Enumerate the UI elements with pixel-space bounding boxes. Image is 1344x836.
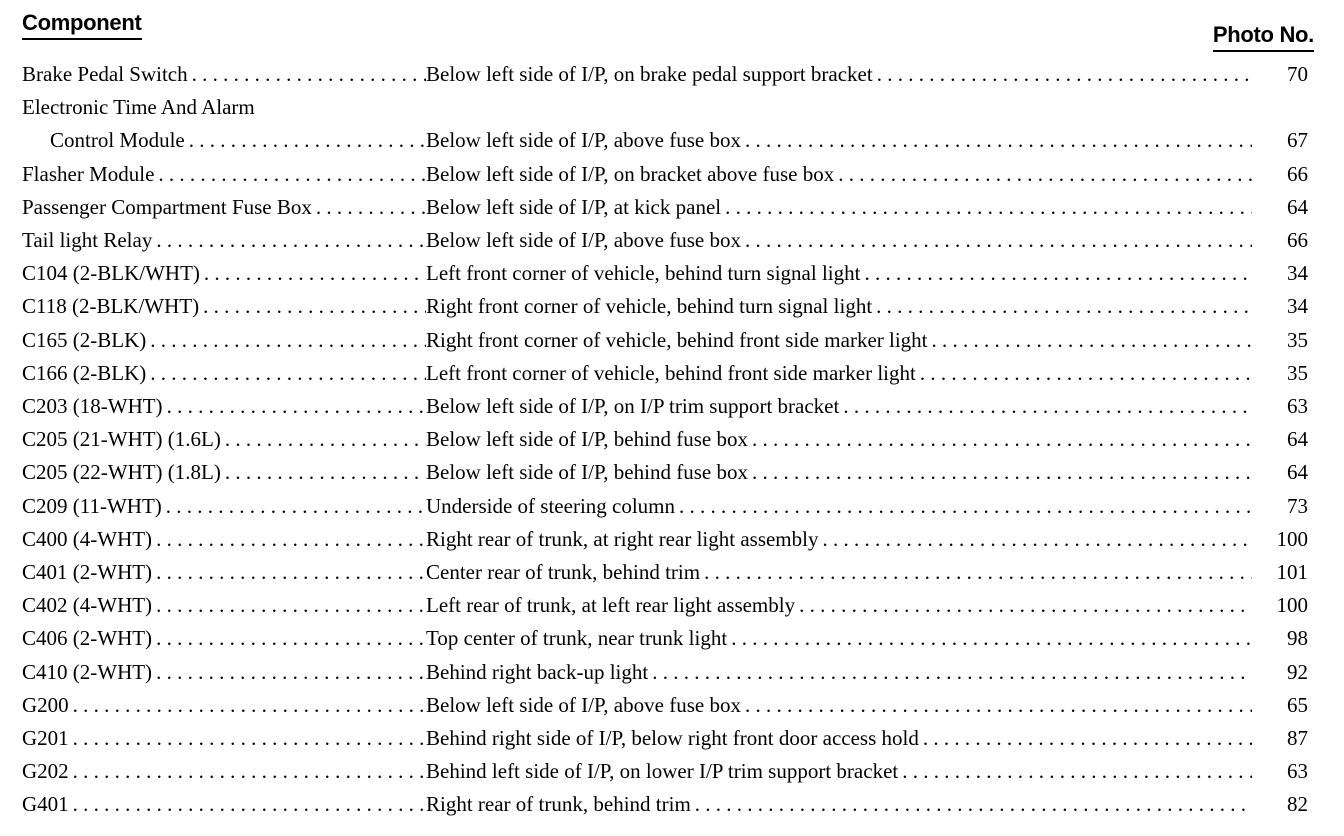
photo-number: 100 [1252,589,1308,622]
component-name: Electronic Time And Alarm [22,95,259,119]
location-cell [426,290,1282,323]
table-row [0,490,1344,523]
component-cell [22,290,427,323]
location-cell [426,257,1282,290]
location-cell [426,622,1282,655]
photo-number: 66 [1252,224,1308,257]
location-text: Center rear of trunk, behind trim [426,560,704,584]
photo-number: 92 [1252,656,1308,689]
photo-number: 87 [1252,722,1308,755]
component-cell [22,755,427,788]
table-row [0,722,1344,755]
component-name: C205 (21-WHT) (1.6L) [22,427,225,451]
location-cell [426,556,1282,589]
table-row [0,124,1344,157]
location-text: Top center of trunk, near trunk light [426,626,731,650]
table-row [0,91,1344,124]
location-cell [426,423,1282,456]
location-text: Right front corner of vehicle, behind turn signal light [426,294,876,318]
table-row [0,656,1344,689]
location-cell [426,124,1282,157]
component-name: C205 (22-WHT) (1.8L) [22,460,225,484]
location-text: Left rear of trunk, at left rear light assembly [426,593,799,617]
component-cell [22,390,427,423]
component-name: G202 [22,759,73,783]
photo-number: 64 [1252,423,1308,456]
table-row [0,523,1344,556]
component-cell [22,556,427,589]
location-text: Below left side of I/P, above fuse box [426,228,745,252]
location-cell [426,58,1282,91]
table-row [0,788,1344,821]
component-name: G401 [22,792,73,816]
table-row [0,689,1344,722]
location-cell [426,523,1282,556]
table-row [0,58,1344,91]
location-text: Left front corner of vehicle, behind turn signal light [426,261,864,285]
component-name: Flasher Module [22,162,158,186]
location-text: Right rear of trunk, behind trim [426,792,695,816]
photo-number: 35 [1252,324,1308,357]
table-row [0,324,1344,357]
table-row [0,357,1344,390]
table-row [0,224,1344,257]
location-cell [426,689,1282,722]
location-text: Below left side of I/P, behind fuse box [426,460,752,484]
location-cell [426,191,1282,224]
table-row [0,257,1344,290]
component-name: G200 [22,693,73,717]
location-cell [426,324,1282,357]
component-name: Control Module [50,128,189,152]
component-cell [22,257,427,290]
component-name: G201 [22,726,73,750]
location-text: Below left side of I/P, above fuse box [426,128,745,152]
component-name: C400 (4-WHT) [22,527,156,551]
component-name: C203 (18-WHT) [22,394,167,418]
photo-number: 100 [1252,523,1308,556]
photo-number-column-header: Photo No. [1213,22,1314,52]
location-cell [426,390,1282,423]
component-cell [22,423,427,456]
location-cell [426,722,1282,755]
component-name: C209 (11-WHT) [22,494,166,518]
table-row [0,755,1344,788]
photo-number: 70 [1252,58,1308,91]
photo-number: 67 [1252,124,1308,157]
location-cell [426,224,1282,257]
location-text: Right front corner of vehicle, behind front side marker light [426,328,932,352]
component-cell [22,722,427,755]
location-cell [426,788,1282,821]
component-cell [22,589,427,622]
component-name: Passenger Compartment Fuse Box [22,195,316,219]
table-row [0,622,1344,655]
photo-number: 64 [1252,456,1308,489]
location-text: Below left side of I/P, behind fuse box [426,427,752,451]
location-cell [426,456,1282,489]
photo-number: 63 [1252,755,1308,788]
component-cell [22,456,427,489]
photo-number: 34 [1252,290,1308,323]
table-row [0,191,1344,224]
table-row [0,556,1344,589]
table-row [0,390,1344,423]
component-cell [22,656,427,689]
component-name: Brake Pedal Switch [22,62,192,86]
table-row [0,290,1344,323]
component-name: C118 (2-BLK/WHT) [22,294,203,318]
component-name: C165 (2-BLK) [22,328,150,352]
location-cell [426,357,1282,390]
location-cell [426,755,1282,788]
component-cell [22,91,427,124]
location-text: Below left side of I/P, on brake pedal support bracket [426,62,877,86]
component-name: C166 (2-BLK) [22,361,150,385]
location-text: Below left side of I/P, above fuse box [426,693,745,717]
location-text: Left front corner of vehicle, behind front side marker light [426,361,920,385]
photo-number: 35 [1252,357,1308,390]
photo-number: 98 [1252,622,1308,655]
location-text: Below left side of I/P, on I/P trim support bracket [426,394,843,418]
photo-number: 65 [1252,689,1308,722]
component-cell [22,324,427,357]
component-name: C402 (4-WHT) [22,593,156,617]
component-cell [50,124,427,157]
component-cell [22,622,427,655]
location-text: Below left side of I/P, on bracket above fuse box [426,162,838,186]
component-cell [22,689,427,722]
location-text: Below left side of I/P, at kick panel [426,195,725,219]
table-row [0,158,1344,191]
location-cell [426,589,1282,622]
location-text: Behind right back-up light [426,660,652,684]
component-name: C104 (2-BLK/WHT) [22,261,204,285]
component-cell [22,523,427,556]
component-column-header: Component [22,10,142,40]
table-row [0,589,1344,622]
component-name: Tail light Relay [22,228,156,252]
photo-number: 101 [1252,556,1308,589]
photo-number: 34 [1252,257,1308,290]
location-text: Behind left side of I/P, on lower I/P trim support bracket [426,759,902,783]
photo-number: 66 [1252,158,1308,191]
component-cell [22,788,427,821]
component-name: C406 (2-WHT) [22,626,156,650]
table-row [0,423,1344,456]
photo-number: 63 [1252,390,1308,423]
component-cell [22,490,427,523]
photo-number: 64 [1252,191,1308,224]
component-cell [22,224,427,257]
table-row [0,456,1344,489]
component-name: C410 (2-WHT) [22,660,156,684]
component-cell [22,58,427,91]
photo-number: 73 [1252,490,1308,523]
component-cell [22,158,427,191]
location-text: Underside of steering column [426,494,679,518]
component-cell [22,191,427,224]
location-cell [426,656,1282,689]
photo-number: 82 [1252,788,1308,821]
location-cell [426,490,1282,523]
location-text: Behind right side of I/P, below right front door access hold [426,726,923,750]
location-text: Right rear of trunk, at right rear light assembly [426,527,822,551]
component-cell [22,357,427,390]
location-cell [426,158,1282,191]
component-name: C401 (2-WHT) [22,560,156,584]
